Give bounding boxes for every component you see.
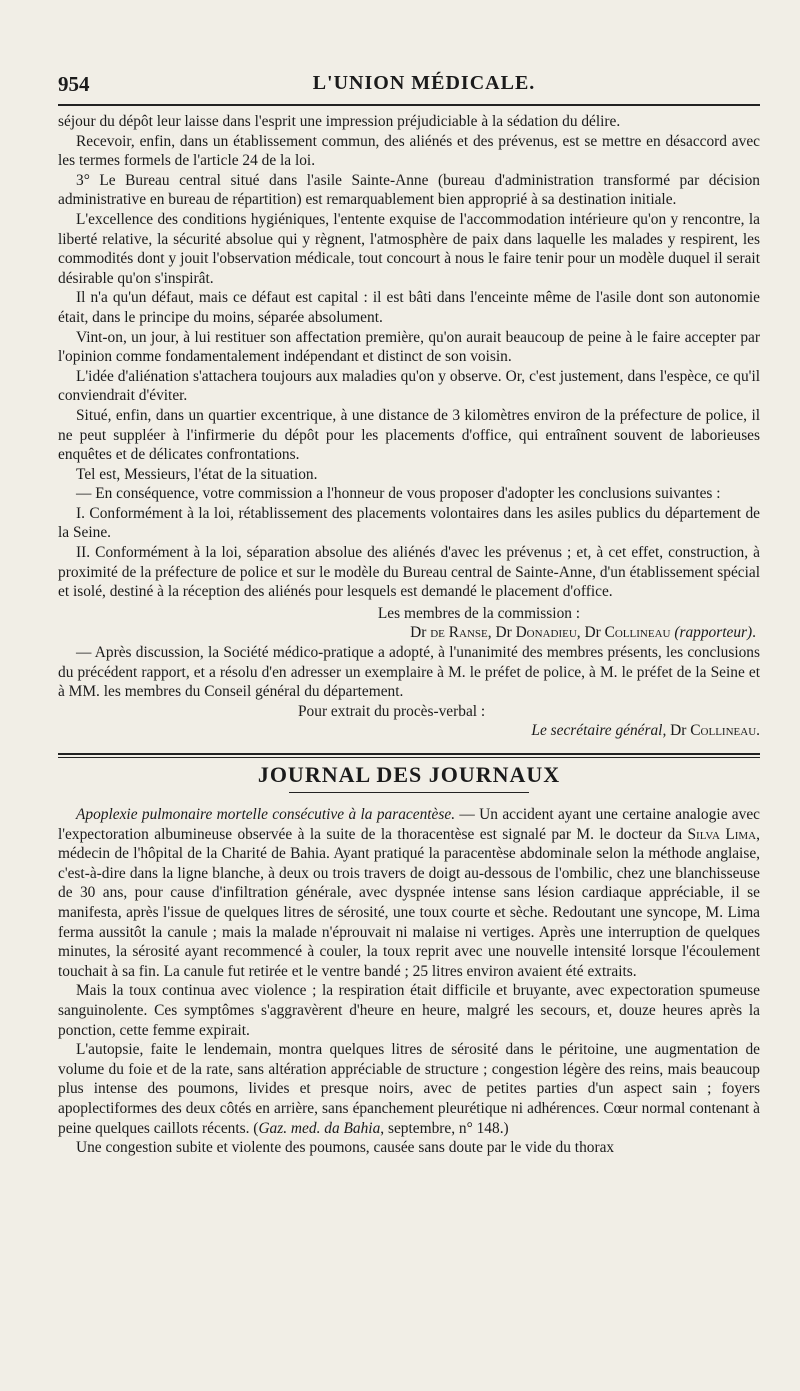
secretary-line: Le secrétaire général, Dr Collineau. [531,722,760,740]
paragraph: 3° Le Bureau central situé dans l'asile Sainte-Anne (bureau d'administration transformé par décision administrative en bureau de répartition) est remarquablement bien approprié à sa destination initiale. [58,171,760,209]
header-rule [58,104,760,106]
signature-names: Dr de Ranse, Dr Donadieu, Dr Collineau (rapporteur). [410,624,756,642]
running-header [58,58,760,104]
conclusion-item: I. Conformément à la loi, rétablissement des placements volontaires dans les asiles publics du département de la Seine. [58,504,760,542]
section-title-underline [289,792,529,793]
paragraph: Tel est, Messieurs, l'état de la situation. [76,465,318,483]
article-paragraph: Apoplexie pulmonaire mortelle consécutive à la paracentèse. — Un accident ayant une certaine analogie avec l'expectoration albumineuse observée à la suite de la thoracentèse est signalé par M. le docteur da Silva Lima, médecin de l'hôpital de la Charité de Bahia. Ayant pratiqué la paracentèse abdominale selon la méthode anglaise, c'est-à-dire dans la ligne blanche, à deux ou trois travers de doigt au-dessous de l'ombilic, chez une blanchisseuse de 30 ans, pour cause d'infiltration générale, avec dyspnée intense sans lésion cardiaque appréciable, il se manifesta, après l'issue de quelques litres de sérosité, une toux courte et sèche. Redoutant une syncope, M. Lima ferma aussitôt la canule ; mais la malade n'éprouvait ni malaise ni vertiges. Après une interruption de quelques minutes, la sérosité ayant recommencé à couler, la toux reprit avec une nouvelle intensité lorsque l'écoulement touchait à sa fin. La canule fut retirée et le ventre bandé ; 25 litres environ avaient été extraits. [58,806,760,980]
paragraph: — En conséquence, votre commission a l'honneur de vous proposer d'adopter les conclusions suivantes : [76,485,721,503]
report-body [58,112,760,602]
paragraph: Vint-on, un jour, à lui restituer son affectation première, qu'on aurait beaucoup de peine à le faire accepter par l'opinion comme fondamentalement indépendant et distinct de son voisin. [58,328,760,366]
paragraph: L'idée d'aliénation s'attachera toujours aux maladies qu'on y observe. Or, c'est justement, dans l'espèce, ce qu'il conviendrait d'éviter. [58,367,760,405]
extract-label: Pour extrait du procès-verbal : [298,702,486,720]
discussion-paragraph: — Après discussion, la Société médico-pratique a adopté, à l'unanimité des membres présents, les conclusions du précédent rapport, et a résolu d'en adresser un exemplaire à M. le préfet de police, à M. le préfet de la Seine et à MM. les membres du Conseil général du département. [58,644,760,701]
paragraph: séjour du dépôt leur laisse dans l'esprit une impression préjudiciable à la sédation du délire. [58,113,621,130]
section-title: JOURNAL DES JOURNAUX [257,762,561,787]
article-title: Apoplexie pulmonaire mortelle consécutive à la paracentèse. [76,806,456,823]
article-paragraph: Une congestion subite et violente des poumons, causée sans doute par le vide du thorax [76,1139,615,1157]
section-rule [58,753,760,755]
article-paragraph: L'autopsie, faite le lendemain, montra quelques litres de sérosité dans le péritoine, une augmentation de volume du foie et de la rate, sans altération appréciable de structure ; congestion légère des reins, mais beaucoup plus intense des poumons, livides et presque noirs, avec de petites parties d'un aspect sain ; foyers apoplectiformes des deux côtés en arrière, sans épanchement pleurétique ni adhérences. Cœur normal contenant à peine quelques caillots récents. (Gaz. med. da Bahia, septembre, n° 148.) [58,1041,760,1137]
signature-heading: Les membres de la commission : [377,604,581,622]
page-number: 954 [58,72,90,96]
paragraph: Situé, enfin, dans un quartier excentrique, à une distance de 3 kilomètres environ de la préfecture de police, il ne peut suppléer à l'infirmerie du dépôt pour les placements d'office, qui entraînent souvent de laborieuses enquêtes et de délicates confrontations. [58,406,760,464]
paragraph: Il n'a qu'un défaut, mais ce défaut est capital : il est bâti dans l'enceinte même de l'asile dont son autonomie était, dans le principe du moins, séparée absolument. [58,289,760,326]
citation: Gaz. med. da Bahia [258,1119,381,1137]
article-paragraph: Mais la toux continua avec violence ; la respiration était difficile et bruyante, avec expectoration spumeuse sanguinolente. Ces symptômes s'aggravèrent d'heure en heure, malgré les secours, et, douze heures après la ponction, cette femme expirait. [58,982,760,1039]
paragraph: L'excellence des conditions hygiéniques, l'entente exquise de l'accommodation intérieure qu'on y rencontre, la liberté relative, la sécurité absolue qui y règnent, l'atmosphère de paix dans laquelle les malades y respirent, les commodités dont y jouit l'observation médicale, tout concourt à nous le faire tenir pour un modèle duquel il serait désirable qu'on s'inspirât. [58,210,760,287]
paragraph: Recevoir, enfin, dans un établissement commun, des aliénés et des prévenus, est se mettre en désaccord avec les termes formels de l'article 24 de la loi. [58,132,760,170]
conclusion-item: II. Conformément à la loi, séparation absolue des aliénés d'avec les prévenus ; et, à cet effet, construction, à proximité de la préfecture de police et sur le modèle du Bureau central de Sainte-Anne, d'un établissement spécial et isolé, destiné à la réception des aliénés pour lesquels est demandé le placement d'office. [58,544,760,601]
running-title: L'UNION MÉDICALE. [312,72,536,94]
section-rule-thin [58,757,760,758]
